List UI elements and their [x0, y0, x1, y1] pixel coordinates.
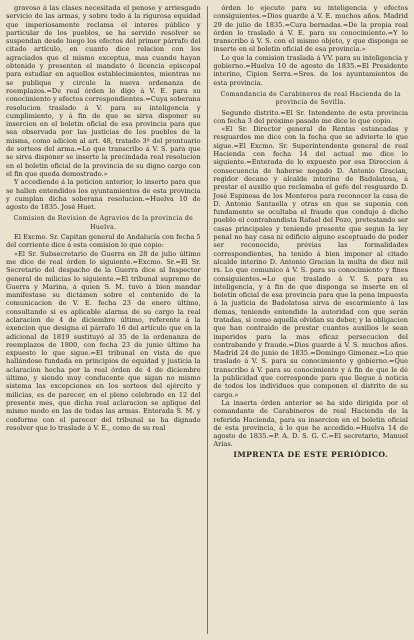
left-paragraph-4: «El Sr. Subsecretario de Guerra en 28 de julio último me dice de real órden lo siguiente.=Excmo. Sr.=El Sr. Secretario del despacho de la Guerra dice al Inspector general de milicias lo siguiente.=El tribunal supremo de Guerra y Marina, á quien S. M. tuvo á bien mandar manifestase su dictámen sobre el contenido de la comunicacion de V. E. fecha 23 de enero último, consultando si es aplicable alarma de su cargo la real aclaracion de 4 de diciembre último, referente á la exencion que designa el párrafo 16 del artículo que en la adicional de 1819 sustituyó al 35 de la ordenanza de reemplazos de 1800, con fecha 23 de junio último ha expuesto lo que sigue.=El tribunal en vista de que hallándose fundada en principios de equidad y justicia la aclaracion hecha por la real órden de 4 de diciembre último, y siendo muy conducente que sigan no mismo sistema las excepciones en los sorteos del ejército y milicias, es de parecer, en el pleno celebrado en 12 del presente mes, que dicha real aclaracion se aplique del mismo modo en las de todas las armas. Enterada S. M. y conforme con el parecer del tribunal se ha dignado resolver que lo traslade á V. E., como de su real: [6, 249, 201, 432]
left-column: [6, 4, 201, 636]
right-paragraph-5: La inserta órden anterior se ha sido dirigida por el comandante de Carabineros de real Hacienda de la referida Hacienda, para su insercion en el boletin oficial de esta provincia, á lo que he accedido.=Huelva 14 de agosto de 1835.=P. A. D. S. G. C.=El secretario, Manuel Arias.: [213, 398, 409, 449]
left-section-heading: Comision de Revision de Agravios de la provincia de Huelva.: [13, 215, 194, 231]
column-divider: [207, 6, 208, 634]
right-column: [213, 4, 408, 636]
right-section-heading: Comandancia de Carabineros de real Hacienda de la provincia de Sevilla.: [220, 90, 401, 107]
left-paragraph-3: El Excmo. Sr. Capitan general de Andalucía con fecha 5 del corriente dice á esta comision lo que copio:: [6, 233, 201, 250]
right-paragraph-1: órden lo ejecuto para su inteligencia y efectos consiguientes.=Dios guarde á V. E. muchos años. Madrid 29 de julio de 1835.=Cura bernadas.=De la propia real órden lo traslado á V. E. para su conocimiento.=Y lo transcribo á V. S. con el mismo objeto, y que disponga se inserte en el boletin oficial de esa provincia.»: [213, 4, 409, 54]
right-paragraph-3: Segundo distrito.=El Sr. Intendente de esta provincia con fecha 3 del próximo pasado me dice lo que copio.: [213, 108, 409, 125]
left-paragraph-2: Y accediendo á la peticion anterior, lo inserto para que se hallen entendidos los ayuntamientos de esta provincia y cumplan dicha soberana resolucion.=Huelva 10 de agosto de 1835. José Huet.: [6, 178, 201, 212]
left-paragraph-1: gravoso á las clases necesitada el penoso y arriesgado servicio de las armas, y sobre todo á la rigurosa equidad que imperiosamente reclama el interes público y particular de los pueblos, se ha servido resolver se suspendan desde luego los efectos del primer párrafo del citado artículo, en cuanto dice relacion con los agraciados que el mismo exceptua, mas cuando hayan obtenido y presenten el mandato ó licencia episcopal para estudiar en aquellos establecimientos, mientras no se publique y circule la nueva ordenanza de reemplazos.=De real órden lo digo á V. E. para su conocimiento y efectos correspondientes.=Cuya soberana resolucion traslado á V. para su inteligencia y cumplimiento, y á fin de que se sirva disponer su insercion en el boletin oficial de esa provincia para que sea observada por las justicias de los pueblos de la misma, como adicion al art. 48, tratado 3º del prontuario de sorteos del arma.=Lo que transcribo á V. S. para que se sirva disponer se inserte la precindada real resolucion en el boletin oficial de la provincia de su digno cargo con el fin que queda demostrado.»: [6, 4, 201, 178]
right-paragraph-2: Lo que la comision traslada á VV. para su inteligencia y gobierno.=Huelva 10 de agosto de 1835.=El Presidente interino, Cipion Serra.=Sres. de los ayuntamientos de esta provincia.: [213, 53, 409, 87]
printer-footer: IMPRENTA DE ESTE PERIÓDICO.: [233, 449, 389, 459]
right-paragraph-4: «El Sr. Director general de Rentas estancadas y resguardos me dice con la fecha que se advierte lo que sigue.=El Excmo. Sr. Superintendente general de real Hacienda con fecha 14 del actual me dice lo siguiente.=Enterada de lo expuesto por esa Direccion á consecuencia de haberse negado D. Antonio Gracian, regidor decano y alcalde interino de Badolatosa, á prestar el auxilio que reclamaba el gefe del resguardo D. José Espinosa de los Monteros para reconocer la casa de D. Antonio Santaella y otras en que se suponia con fundamento se ocultaba el fraude que condujo á dicho pueblo el contrabandista Rafael del Pozo, pretestando ser casas principales y teniendo presente que segun la ley penal no hay casa ni edificio alguno esceptuado de poder ser reconocido, prévias las formalidades correspondientes, ha tenido á bien imponer al citado alcalde interino D. Antonio Gracian la multa de diez mil rs. Lo que comunico á V. S. para su conocimiento y fines consiguientes.=Lo que traslado á V. S. para su inteligencia, y á fin de que disponga se inserte en el boletin oficial de esa provincia para que la pena impuesta á la justicia de Badolatosa sirva de escarmiento á las demas, teniendo entendido la autoridad con que serán tratadas, si como aquella olvidan su deber, y la obligacion que han contraido de prestar cuantos auxilios le sean imperidos para la mas eficaz persecucion del contrabando y fraude.=Dios guarde á V. S. muchos años. Madrid 24 de junio de 1835.=Domingo Gimenez.=Lo que traslado á V. S. para su conocimiento y gobierno.=Que transcribo á V. para su conocimiento y á fin de que le dé la publicidad que corresponde para que llegue á noticia de todos los individuos que componen el distrito de su cargo.»: [213, 125, 409, 399]
